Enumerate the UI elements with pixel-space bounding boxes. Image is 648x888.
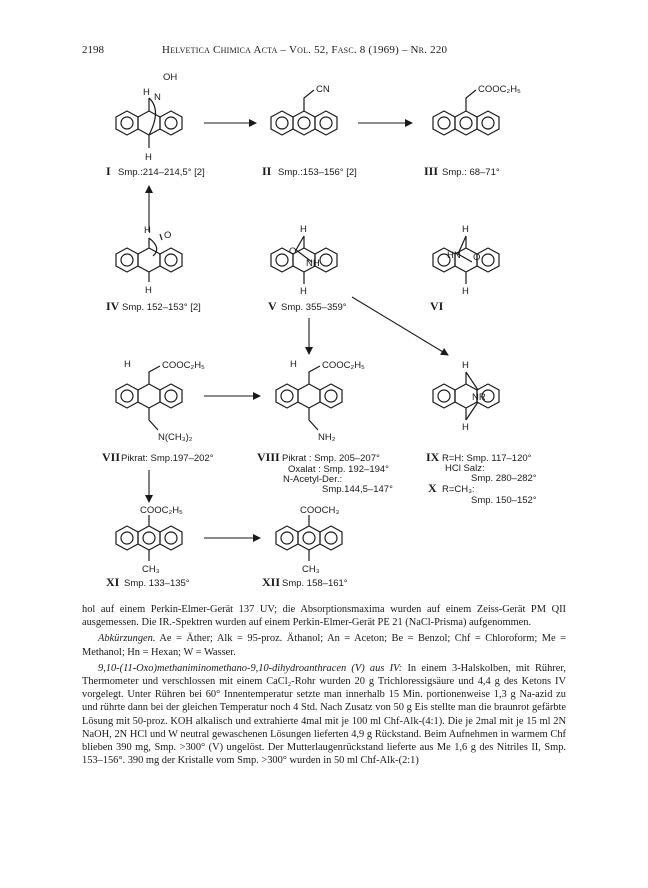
compound-III-structure — [433, 84, 521, 135]
compound-data: Smp.:214–214,5° [2] — [118, 167, 205, 178]
page-number: 2198 — [82, 44, 104, 56]
atom-label: H — [143, 87, 150, 98]
atom-label: N — [154, 92, 161, 103]
compound-data: Smp.144,5–147° — [322, 484, 393, 495]
compound-data: Pikrat: Smp.197–202° — [121, 453, 214, 464]
atom-label: H — [145, 152, 152, 163]
compound-number: IX — [426, 450, 440, 464]
compound-data: Smp. 280–282° — [471, 473, 537, 484]
compound-data: Smp. 355–359° — [281, 302, 347, 313]
compound-number: III — [424, 164, 439, 178]
compound-data: Smp.: 68–71° — [442, 167, 500, 178]
compound-data: Smp.:153–156° [2] — [278, 167, 357, 178]
abbreviations-label: Abkürzungen. — [98, 633, 156, 645]
body-text — [82, 603, 566, 767]
paragraph-experimental — [82, 662, 566, 768]
abbreviations-text: Ae = Äther; Alk = 95-proz. Äthanol; An = Aceton; Be = Benzol; Chf = Chloroform; Me = Methanol; Hn = Hexan; W = Wasser. — [82, 633, 566, 658]
compound-data: Pikrat : Smp. 205–207° — [282, 453, 380, 464]
atom-label: NH — [306, 258, 320, 269]
atom-label: CN — [316, 84, 330, 95]
compound-I-structure — [116, 72, 182, 163]
paragraph-instruments: hol auf einem Perkin-Elmer-Gerät 137 UV; die Absorptionsmaxima wurden auf einem Zeiss-Gerät PM QII ausgemessen. Die IR.-Spektren wurden auf einem Perkin-Elmer-Gerät PE 21 (NaCl-Prisma) aufgenommen. — [82, 604, 566, 629]
compound-data: R=H: Smp. 117–120° — [442, 453, 532, 464]
atom-label: H — [300, 286, 307, 297]
atom-label: CH₃ — [142, 564, 160, 575]
atom-label: OH — [163, 72, 178, 83]
atom-label: N(CH₃)₂ — [158, 432, 193, 443]
atom-label: O — [473, 252, 481, 263]
atom-label: NH₂ — [318, 432, 336, 443]
compound-number: IV — [106, 299, 120, 313]
compound-number: X — [428, 481, 437, 495]
compound-IV-structure — [116, 225, 182, 296]
running-header: Helvetica Chimica Acta – Vol. 52, Fasc. 8 (1969) – Nr. 220 — [162, 44, 448, 56]
atom-label: H — [462, 360, 469, 371]
experimental-title: 9,10-(11-Oxo)methaniminomethano-9,10-dihydroanthracen (V) aus IV: — [98, 662, 403, 674]
compound-data: Oxalat : Smp. 192–194° — [288, 464, 389, 475]
atom-label: H — [124, 359, 131, 370]
compound-V-structure — [271, 224, 337, 297]
compound-II-structure — [271, 84, 337, 135]
compound-VIII-structure — [276, 359, 365, 443]
atom-label: CH₃ — [302, 564, 320, 575]
compound-number: VII — [102, 450, 121, 464]
atom-label: H — [300, 224, 307, 235]
compound-data: Smp. 150–152° — [471, 495, 537, 506]
atom-label: O — [289, 246, 297, 257]
compound-number: XII — [262, 575, 281, 589]
compound-data: N-Acetyl-Der.: — [283, 474, 343, 485]
experimental-text: In einem 3-Halskolben, mit Rührer, Thermometer und verschlossen mit einem CaCl₂-Rohr wurden 20 g Trichloressigsäure und 4,4 g des Ketons IV vorgelegt. Unter Rühren bei 60° Innentemperatur setzte man innerhalb 15 Min. portionenweise 1,3 g Na-azid zu und rührte dann bei der gleichen Temperatur noch 4 Std. Nach Zusatz von 50 g Eis stellte man die braunrot gefärbte Lösung mit 50-proz. KOH alkalisch und extrahierte 4mal mit je 100 ml Chf-Alk-(4:1). Die je 2mal mit je 15 ml 2N NaOH, 2N HCl und W neutral gewaschenen Lösungen lieferten 4,9 g Rückstand. Beim Aufnehmen in warmem Chf blieben 390 mg, Smp. >300° (V) ungelöst. Der Mutterlaugenrückstand lieferte aus Me 1,6 g des Nitriles II, Smp. 153–156°. 390 mg der Kristalle vom Smp. >300° wurden in 50 ml Chf-Alk-(2:1) — [82, 662, 566, 767]
atom-label: H — [462, 224, 469, 235]
atom-label: H — [462, 286, 469, 297]
atom-label: COOC₂H₅ — [140, 505, 183, 516]
compound-data: Smp. 152–153° [2] — [122, 302, 201, 313]
atom-label: COOC₂H₅ — [322, 360, 365, 371]
atom-label: O — [164, 230, 172, 241]
compound-data: Smp. 158–161° — [282, 578, 348, 589]
compound-number: II — [262, 164, 272, 178]
atom-label: NR — [472, 392, 486, 403]
compound-XI-structure — [116, 505, 183, 575]
paragraph-abbreviations — [82, 632, 566, 658]
atom-label: COOCH₃ — [300, 505, 340, 516]
compound-number: I — [106, 164, 111, 178]
compound-VII-structure — [116, 359, 205, 443]
compound-number: VIII — [257, 450, 280, 464]
atom-label: HN — [447, 250, 461, 261]
atom-label: H — [290, 359, 297, 370]
compound-number: VI — [430, 299, 444, 313]
compound-IX-structure — [433, 360, 499, 433]
compound-data: Smp. 133–135° — [124, 578, 190, 589]
atom-label: H — [145, 285, 152, 296]
atom-label: H — [144, 225, 151, 236]
compound-data: HCl Salz: — [445, 463, 485, 474]
compound-number: XI — [106, 575, 120, 589]
compound-number: V — [268, 299, 277, 313]
compound-data: R=CH₃: — [442, 484, 475, 495]
compound-VI-structure — [433, 224, 499, 297]
compound-XII-structure — [276, 505, 342, 575]
atom-label: COOC₂H₅ — [478, 84, 521, 95]
atom-label: COOC₂H₅ — [162, 360, 205, 371]
atom-label: H — [462, 422, 469, 433]
